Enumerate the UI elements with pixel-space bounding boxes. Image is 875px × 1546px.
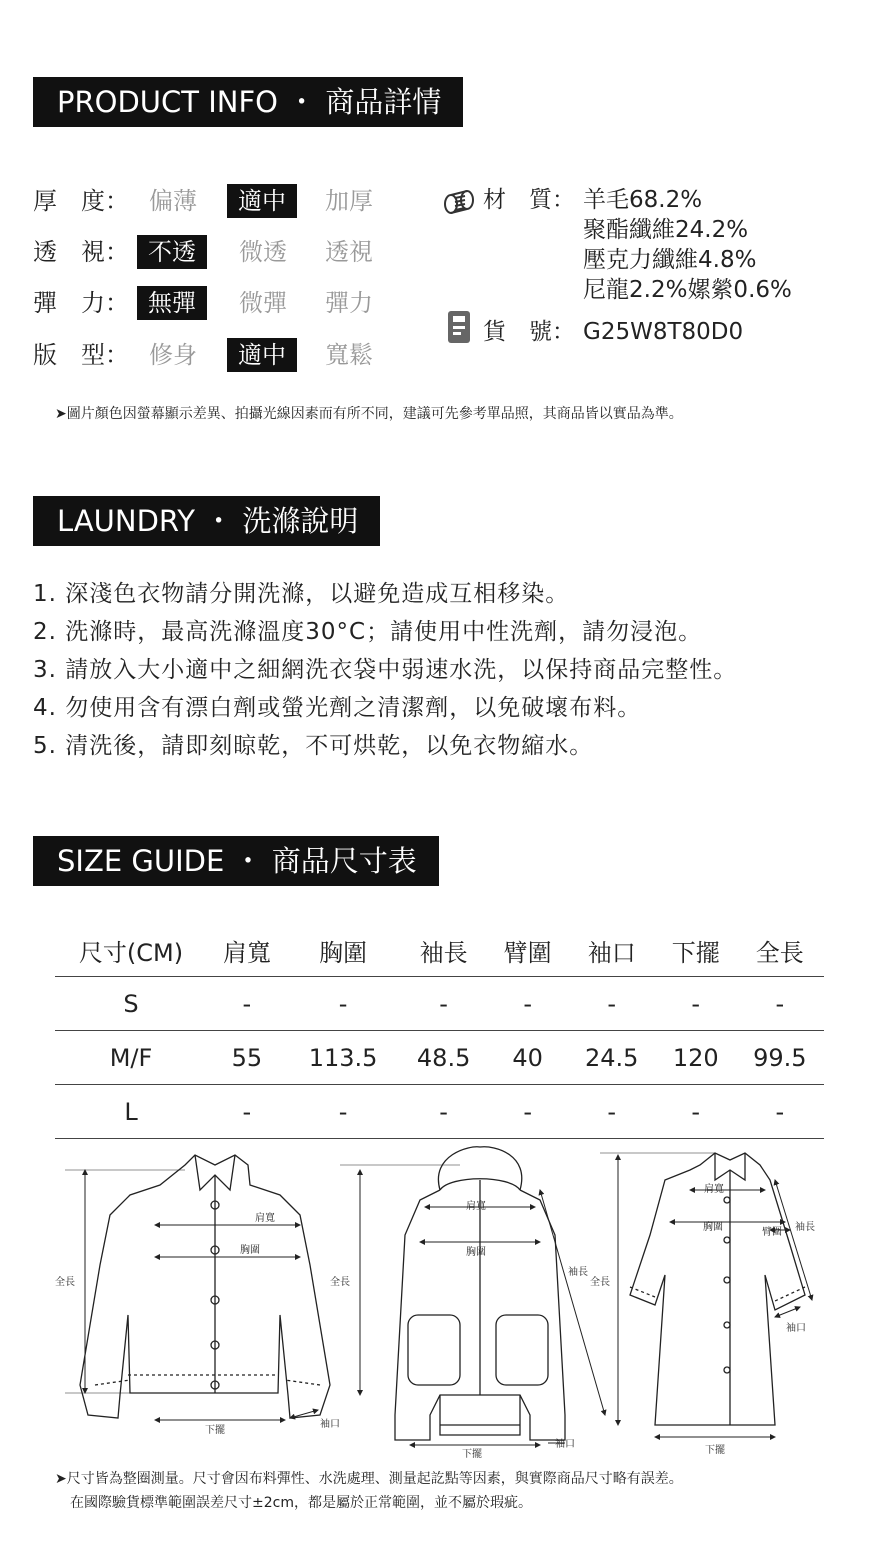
material-line: 壓克力纖維4.8% [583, 247, 757, 273]
size-cell: - [207, 1085, 287, 1139]
laundry-header: LAUNDRY ・ 洗滌說明 [33, 496, 380, 546]
long-coat-dimension-lines [600, 1153, 812, 1437]
size-diagram [0, 1135, 875, 1465]
attr-option-selected: 無彈 [137, 286, 207, 320]
column-header: 尺寸(CM) [55, 924, 207, 977]
size-cell: - [656, 977, 736, 1031]
diagram-label-length: 全長 [330, 1277, 350, 1288]
jacket-sketch [80, 1155, 330, 1418]
size-cell: 99.5 [736, 1031, 824, 1085]
size-guide-header: SIZE GUIDE ・ 商品尺寸表 [33, 836, 439, 886]
laundry-item: 3. 請放入大小適中之細網洗衣袋中弱速水洗，以保持商品完整性。 [33, 657, 738, 683]
size-cell: - [488, 977, 568, 1031]
diagram-label-hem: 下擺 [462, 1449, 482, 1460]
diagram-label-hem: 下擺 [705, 1445, 725, 1456]
attr-label: 版 型： [33, 341, 129, 369]
size-cell: - [287, 1085, 400, 1139]
diagram-label-shoulder: 肩寬 [466, 1201, 486, 1212]
diagram-label-shoulder: 肩寬 [255, 1213, 275, 1224]
size-cell: - [736, 1085, 824, 1139]
size-cell: - [287, 977, 400, 1031]
attr-option: 彈力 [325, 289, 373, 317]
diagram-label-cuff: 袖口 [786, 1323, 806, 1334]
size-cell: 48.5 [399, 1031, 487, 1085]
attr-option: 偏薄 [149, 187, 197, 215]
attr-option: 透視 [325, 238, 373, 266]
diagram-label-chest: 胸圍 [240, 1245, 260, 1256]
laundry-item: 4. 勿使用含有漂白劑或螢光劑之清潔劑，以免破壞布料。 [33, 695, 642, 721]
laundry-item: 2. 洗滌時，最高洗滌溫度30°C；請使用中性洗劑，請勿浸泡。 [33, 619, 703, 645]
attr-option: 微透 [239, 238, 287, 266]
size-cell: 113.5 [287, 1031, 400, 1085]
attr-option: 微彈 [239, 289, 287, 317]
size-cell: 120 [656, 1031, 736, 1085]
table-row [55, 1085, 824, 1139]
size-cell: - [488, 1085, 568, 1139]
column-header: 下擺 [656, 924, 736, 977]
product-info-header: PRODUCT INFO ・ 商品詳情 [33, 77, 463, 127]
size-cell: - [568, 977, 656, 1031]
diagram-label-sleeve: 袖長 [568, 1267, 588, 1278]
laundry-item: 1. 深淺色衣物請分開洗滌，以避免造成互相移染。 [33, 581, 570, 607]
diagram-label-cuff: 袖口 [555, 1439, 575, 1450]
size-cell: - [568, 1085, 656, 1139]
diagram-label-hem: 下擺 [205, 1425, 225, 1436]
material-line: 羊毛68.2% [583, 187, 703, 213]
laundry-item: 5. 清洗後，請即刻晾乾，不可烘乾，以免衣物縮水。 [33, 733, 594, 759]
attr-option-selected: 適中 [227, 184, 297, 218]
size-cell: - [207, 977, 287, 1031]
size-cell: M/F [55, 1031, 207, 1085]
color-disclaimer-note: ➤圖片顏色因螢幕顯示差異、拍攝光線因素而有所不同，建議可先參考單品照，其商品皆以實品為準。 [55, 406, 683, 422]
attr-option: 寬鬆 [325, 341, 373, 369]
diagram-label-sleeve: 袖長 [795, 1222, 815, 1233]
size-cell: S [55, 977, 207, 1031]
material-label: 材 質： [483, 187, 575, 213]
table-row [55, 1031, 824, 1085]
size-cell: - [656, 1085, 736, 1139]
size-cell: 24.5 [568, 1031, 656, 1085]
size-cell: 55 [207, 1031, 287, 1085]
size-table [55, 924, 824, 1139]
column-header: 全長 [736, 924, 824, 977]
column-header: 臂圍 [488, 924, 568, 977]
size-note: ➤尺寸皆為整圈測量。尺寸會因布料彈性、水洗處理、測量起訖點等因素，與實際商品尺寸略有誤差。 [55, 1471, 683, 1487]
diagram-label-cuff: 袖口 [320, 1419, 340, 1430]
attr-option-selected: 適中 [227, 338, 297, 372]
sku-label: 貨 號： [483, 319, 575, 345]
size-cell: L [55, 1085, 207, 1139]
price-tag-icon [446, 309, 472, 345]
column-header: 袖長 [399, 924, 487, 977]
attr-option-selected: 不透 [137, 235, 207, 269]
diagram-label-length: 全長 [590, 1277, 610, 1288]
table-row [55, 977, 824, 1031]
material-line: 尼龍2.2%嫘縈0.6% [583, 277, 792, 303]
diagram-label-chest: 胸圍 [466, 1247, 486, 1258]
column-header: 胸圍 [287, 924, 400, 977]
attr-label: 彈 力： [33, 289, 129, 317]
diagram-label-length: 全長 [55, 1277, 75, 1288]
size-cell: - [736, 977, 824, 1031]
table-header-row [55, 924, 824, 977]
hoodie-sketch [395, 1147, 565, 1440]
attr-label: 透 視： [33, 238, 129, 266]
attr-option: 加厚 [325, 187, 373, 215]
attr-option: 修身 [149, 341, 197, 369]
attr-label: 厚 度： [33, 187, 129, 215]
column-header: 袖口 [568, 924, 656, 977]
size-cell: - [399, 977, 487, 1031]
column-header: 肩寬 [207, 924, 287, 977]
diagram-label-shoulder: 肩寬 [704, 1184, 724, 1195]
thread-spool-icon [441, 186, 477, 218]
diagram-label-arm: 臂圍 [762, 1227, 782, 1238]
sku-value: G25W8T80D0 [583, 319, 744, 345]
size-cell: 40 [488, 1031, 568, 1085]
size-cell: - [399, 1085, 487, 1139]
diagram-label-chest: 胸圍 [703, 1222, 723, 1233]
size-note: 在國際驗貨標準範圍誤差尺寸±2cm，都是屬於正常範圍，並不屬於瑕疵。 [70, 1495, 532, 1511]
jacket-dimension-lines [65, 1170, 318, 1420]
material-line: 聚酯纖維24.2% [583, 217, 749, 243]
